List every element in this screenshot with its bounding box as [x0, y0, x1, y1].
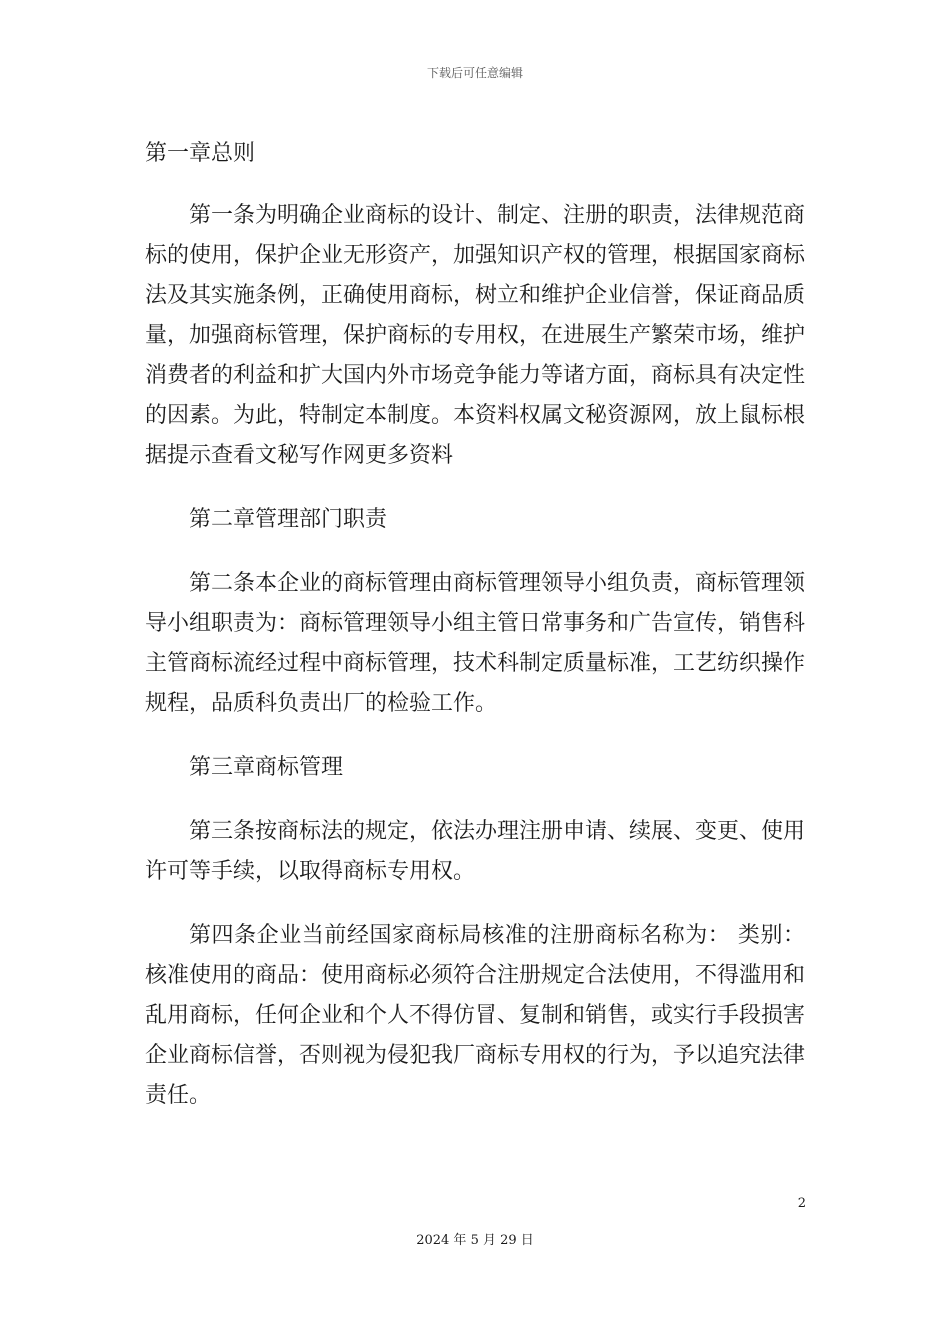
header-note: 下载后可任意编辑 — [426, 66, 523, 80]
footer-date: 2024 年 5 月 29 日 — [416, 1233, 534, 1248]
article-paragraph: 第二条本企业的商标管理由商标管理领导小组负责，商标管理领导小组职责为：商标管理领导小组主管日常事务和广告宣传，销售科主管商标流经过程中商标管理，技术科制定质量标准，工艺纺织操作规程，品质科负责出厂的检验工作。 — [145, 571, 806, 716]
document-body — [145, 134, 805, 1140]
page-number: 2 — [797, 1196, 806, 1211]
chapter-heading: 第一章总则 — [145, 141, 256, 166]
article-paragraph: 第四条企业当前经国家商标局核准的注册商标名称为： 类别：核准使用的商品：使用商标必须符合注册规定合法使用，不得滥用和乱用商标，任何企业和个人不得仿冒、复制和销售，或实行手段损害企业商标信誉，否则视为侵犯我厂商标专用权的行为，予以追究法律责任。 — [145, 923, 806, 1108]
chapter-heading: 第二章管理部门职责 — [189, 507, 388, 532]
article-paragraph: 第一条为明确企业商标的设计、制定、注册的职责，法律规范商标的使用，保护企业无形资产，加强知识产权的管理，根据国家商标法及其实施条例，正确使用商标，树立和维护企业信誉，保证商品质量，加强商标管理，保护商标的专用权，在进展生产繁荣市场，维护消费者的利益和扩大国内外市场竞争能力等诸方面，商标具有决定性的因素。为此，特制定本制度。本资料权属文秘资源网，放上鼠标根据提示查看文秘写作网更多资料 — [145, 203, 806, 468]
chapter-heading: 第三章商标管理 — [189, 755, 344, 780]
article-paragraph: 第三条按商标法的规定，依法办理注册申请、续展、变更、使用许可等手续，以取得商标专用权。 — [145, 819, 806, 884]
